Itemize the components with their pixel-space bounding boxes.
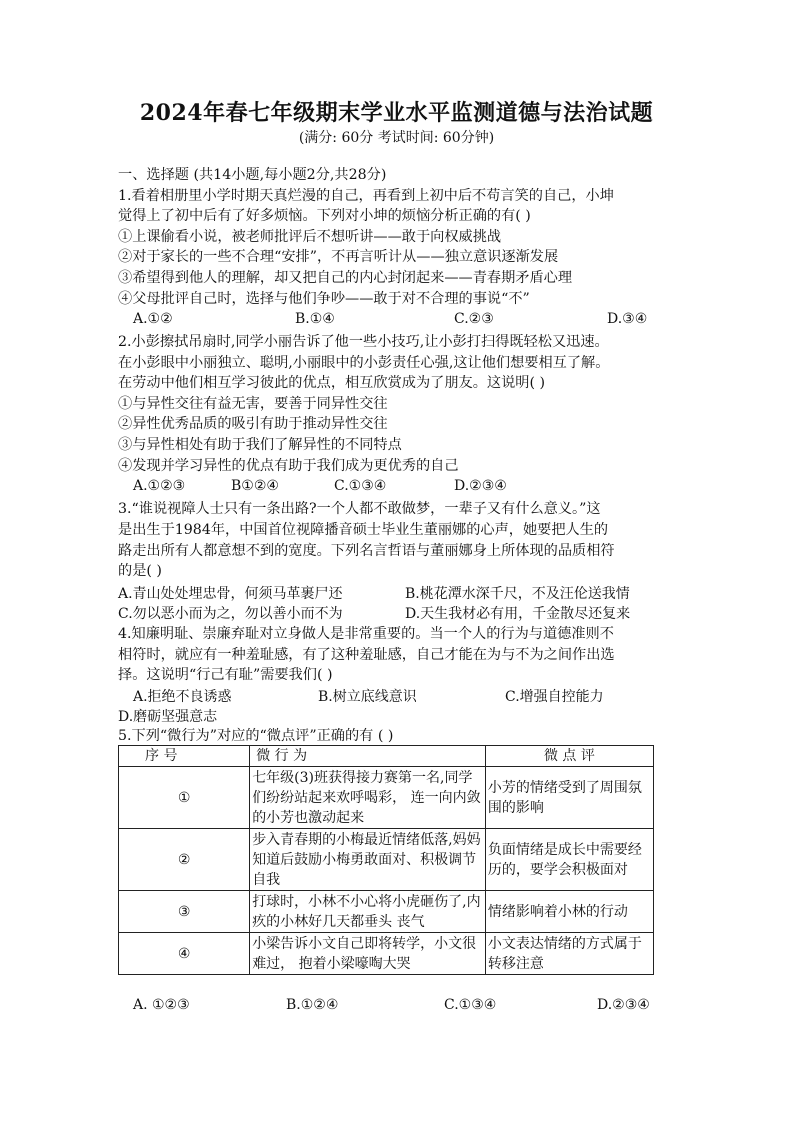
q3-stem-line: 是出生于1984年，中国首位视障播音硕士毕业生董丽娜的心声，她要把人生的 <box>118 522 609 538</box>
q5-stem: 5.下列“微行为”对应的“微点评”正确的有 ( ) <box>118 728 394 744</box>
q1-option-a: A.①② <box>133 311 173 327</box>
header-comment: 微 点 评 <box>485 746 653 767</box>
row-behavior: 七年级(3)班获得接力赛第一名,同学们纷纷站起来欢呼喝彩， 连一向内敛的小芳也激动起来 <box>250 767 486 829</box>
q1-statement: ④父母批评自己时，选择与他们争吵——敢于对不合理的事说“不” <box>118 291 530 307</box>
q2-statement: ①与异性交往有益无害，要善于同异性交往 <box>118 396 388 412</box>
q3-stem-line: 3.“谁说视障人士只有一条出路?一个人都不敢做梦，一辈子又有什么意义。”这 <box>118 501 601 517</box>
q4-option-a: A.拒绝不良诱惑 <box>133 689 232 705</box>
q1-statement: ②对于家长的一些不合理“安排”，不再言听计从——独立意识逐渐发展 <box>118 249 559 265</box>
q2-option-d: D.②③④ <box>454 478 507 494</box>
q1-option-b: B.①④ <box>295 311 335 327</box>
header-number: 序 号 <box>119 746 250 767</box>
q3-stem-line: 路走出所有人都意想不到的宽度。下列名言哲语与董丽娜身上所体现的品质相符 <box>118 543 615 559</box>
q3-option-a: A.青山处处埋忠骨，何须马革裹尸还 <box>118 586 343 602</box>
row-number: ④ <box>119 933 250 975</box>
q1-option-d: D.③④ <box>607 311 648 327</box>
q2-stem-line: 在劳动中他们相互学习彼此的优点，相互欣赏成为了朋友。这说明( ) <box>118 375 546 391</box>
q2-stem-line: 在小彭眼中小丽独立、聪明,小丽眼中的小彭责任心强,这让他们想要相互了解。 <box>118 355 610 371</box>
q3-option-c: C.勿以恶小而为之，勿以善小而不为 <box>118 606 343 622</box>
q1-stem-line: 1.看着相册里小学时期天真烂漫的自己，再看到上初中后不苟言笑的自己，小坤 <box>118 188 614 204</box>
q4-option-b: B.树立底线意识 <box>318 689 417 705</box>
q2-option-a: A.①②③ <box>133 478 186 494</box>
q5-option-d: D.②③④ <box>597 997 650 1013</box>
row-comment: 负面情绪是成长中需要经历的，要学会积极面对 <box>485 829 653 891</box>
q4-stem-line: 相符时，就应有一种羞耻感，有了这种羞耻感，自己才能在为与不为之间作出选 <box>118 647 615 663</box>
q1-option-c: C.②③ <box>454 311 494 327</box>
table-row <box>119 829 654 891</box>
q1-statement: ③希望得到他人的理解，却又把自己的内心封闭起来——青春期矛盾心理 <box>118 270 573 286</box>
q5-table <box>118 745 654 975</box>
q2-option-c: C.①③④ <box>334 478 387 494</box>
page-title: 2024年春七年级期末学业水平监测道德与法治试题 <box>139 100 654 126</box>
q4-option-d: D.磨砺坚强意志 <box>118 709 218 725</box>
q5-option-c: C.①③④ <box>444 997 497 1013</box>
q2-statement: ④发现并学习异性的优点有助于我们成为更优秀的自己 <box>118 458 459 474</box>
table-header-row <box>119 746 654 767</box>
row-comment: 小文表达情绪的方式属于转移注意 <box>485 933 653 975</box>
q2-stem-line: 2.小彭擦拭吊扇时,同学小丽告诉了他一些小技巧,让小彭打扫得既轻松又迅速。 <box>118 334 609 350</box>
row-comment: 小芳的情绪受到了周围氛围的影响 <box>485 767 653 829</box>
row-behavior: 小梁告诉小文自己即将转学，小文很难过， 抱着小梁嚎啕大哭 <box>250 933 486 975</box>
q2-statement: ③与异性相处有助于我们了解异性的不同特点 <box>118 437 402 453</box>
q3-option-d: D.天生我材必有用，千金散尽还复来 <box>405 606 631 622</box>
q1-stem-line: 觉得上了初中后有了好多烦恼。下列对小坤的烦恼分析正确的有( ) <box>118 208 531 224</box>
q2-option-b: B①②④ <box>231 478 279 494</box>
q2-statement: ②异性优秀品质的吸引有助于推动异性交往 <box>118 416 388 432</box>
q3-option-b: B.桃花潭水深千尺，不及汪伦送我情 <box>405 586 630 602</box>
q1-statement: ①上课偷看小说，被老师批评后不想听讲——敢于向权威挑战 <box>118 229 502 245</box>
section-heading: 一、选择题 (共14小题,每小题2分,共28分) <box>118 167 387 183</box>
row-behavior: 步入青春期的小梅最近情绪低落,妈妈知道后鼓励小梅勇敢面对、积极调节自我 <box>250 829 486 891</box>
header-behavior: 微 行 为 <box>250 746 486 767</box>
q4-stem-line: 择。这说明“行己有耻”需要我们( ) <box>118 667 333 683</box>
table-row <box>119 933 654 975</box>
table-row <box>119 891 654 933</box>
exam-info: (满分: 60分 考试时间: 60分钟) <box>298 130 495 146</box>
q5-option-b: B.①②④ <box>286 997 339 1013</box>
table-row <box>119 767 654 829</box>
row-behavior: 打球时，小林不小心将小虎砸伤了,内疚的小林好几天都垂头 丧气 <box>250 891 486 933</box>
q5-option-a: A. ①②③ <box>133 997 190 1013</box>
row-number: ③ <box>119 891 250 933</box>
q3-stem-line: 的是( ) <box>118 563 162 579</box>
row-number: ① <box>119 767 250 829</box>
q4-stem-line: 4.知廉明耻、崇廉弃耻对立身做人是非常重要的。当一个人的行为与道德准则不 <box>118 626 614 642</box>
row-comment: 情绪影响着小林的行动 <box>485 891 653 933</box>
q4-option-c: C.增强自控能力 <box>505 689 604 705</box>
row-number: ② <box>119 829 250 891</box>
